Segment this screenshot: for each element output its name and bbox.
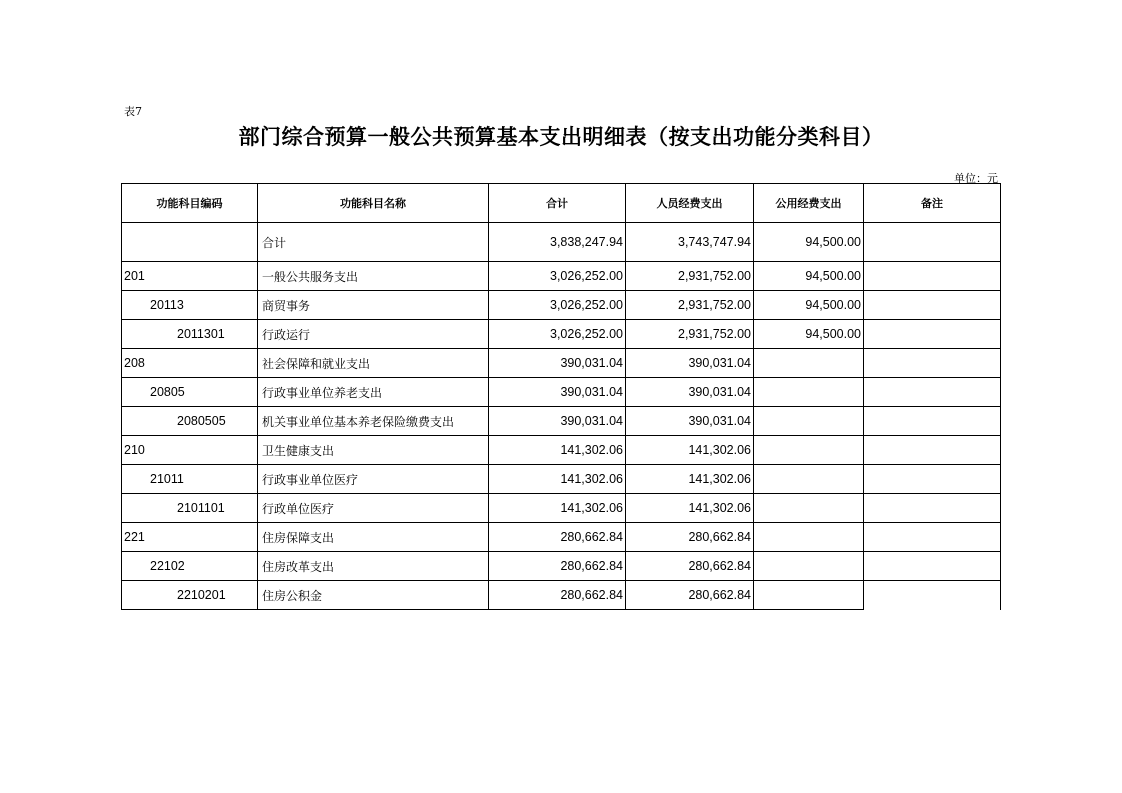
table-row <box>122 378 1001 407</box>
note-cell <box>864 262 1001 291</box>
total-cell: 3,026,252.00 <box>489 262 626 291</box>
note-cell <box>864 320 1001 349</box>
total-cell: 390,031.04 <box>489 349 626 378</box>
public-cell: 94,500.00 <box>754 320 864 349</box>
name-cell: 一般公共服务支出 <box>258 262 489 291</box>
name-cell: 住房保障支出 <box>258 523 489 552</box>
total-row <box>122 223 1001 262</box>
note-cell <box>864 407 1001 436</box>
total-cell: 390,031.04 <box>489 378 626 407</box>
personnel-cell: 141,302.06 <box>626 436 754 465</box>
public-cell <box>754 349 864 378</box>
table-row <box>122 523 1001 552</box>
table-row <box>122 349 1001 378</box>
header-code: 功能科目编码 <box>122 184 258 223</box>
code-cell: 21011 <box>122 465 258 494</box>
total-amount-cell: 3,838,247.94 <box>489 223 626 262</box>
header-total: 合计 <box>489 184 626 223</box>
total-note-cell <box>864 223 1001 262</box>
total-cell: 141,302.06 <box>489 436 626 465</box>
table-row <box>122 320 1001 349</box>
code-cell: 20805 <box>122 378 258 407</box>
name-cell: 卫生健康支出 <box>258 436 489 465</box>
personnel-cell: 390,031.04 <box>626 349 754 378</box>
page-title: 部门综合预算一般公共预算基本支出明细表（按支出功能分类科目） <box>238 125 884 149</box>
name-cell: 社会保障和就业支出 <box>258 349 489 378</box>
personnel-cell: 141,302.06 <box>626 494 754 523</box>
note-cell <box>864 349 1001 378</box>
total-cell: 141,302.06 <box>489 465 626 494</box>
personnel-cell: 390,031.04 <box>626 378 754 407</box>
note-cell <box>864 378 1001 407</box>
total-cell: 280,662.84 <box>489 523 626 552</box>
total-cell: 3,026,252.00 <box>489 291 626 320</box>
public-cell <box>754 552 864 581</box>
name-cell: 商贸事务 <box>258 291 489 320</box>
personnel-cell: 2,931,752.00 <box>626 262 754 291</box>
code-cell: 2101101 <box>122 494 258 523</box>
code-cell: 201 <box>122 262 258 291</box>
personnel-cell: 2,931,752.00 <box>626 291 754 320</box>
code-cell: 210 <box>122 436 258 465</box>
public-cell <box>754 407 864 436</box>
note-cell <box>864 494 1001 523</box>
code-cell: 2080505 <box>122 407 258 436</box>
table-row <box>122 407 1001 436</box>
personnel-cell: 141,302.06 <box>626 465 754 494</box>
name-cell: 机关事业单位基本养老保险缴费支出 <box>258 407 489 436</box>
note-cell <box>864 465 1001 494</box>
name-cell: 住房改革支出 <box>258 552 489 581</box>
table-row <box>122 552 1001 581</box>
note-cell <box>864 291 1001 320</box>
note-cell <box>864 581 1001 610</box>
public-cell <box>754 465 864 494</box>
name-cell: 行政事业单位养老支出 <box>258 378 489 407</box>
total-cell: 280,662.84 <box>489 552 626 581</box>
personnel-cell: 280,662.84 <box>626 581 754 610</box>
header-public: 公用经费支出 <box>754 184 864 223</box>
header-name: 功能科目名称 <box>258 184 489 223</box>
personnel-cell: 280,662.84 <box>626 552 754 581</box>
public-cell <box>754 523 864 552</box>
total-code-cell <box>122 223 258 262</box>
table-row <box>122 436 1001 465</box>
table-row <box>122 465 1001 494</box>
total-cell: 141,302.06 <box>489 494 626 523</box>
code-cell: 2210201 <box>122 581 258 610</box>
table-header-row <box>122 184 1001 223</box>
note-cell <box>864 523 1001 552</box>
code-cell: 22102 <box>122 552 258 581</box>
table-row <box>122 262 1001 291</box>
expenditure-detail-table <box>121 183 1001 610</box>
note-cell <box>864 436 1001 465</box>
public-cell: 94,500.00 <box>754 262 864 291</box>
public-cell <box>754 581 864 610</box>
table-row <box>122 494 1001 523</box>
code-cell: 208 <box>122 349 258 378</box>
unit-label: 单位：元 <box>954 172 998 185</box>
total-cell: 390,031.04 <box>489 407 626 436</box>
code-cell: 20113 <box>122 291 258 320</box>
total-personnel-cell: 3,743,747.94 <box>626 223 754 262</box>
personnel-cell: 280,662.84 <box>626 523 754 552</box>
personnel-cell: 390,031.04 <box>626 407 754 436</box>
public-cell: 94,500.00 <box>754 291 864 320</box>
total-cell: 280,662.84 <box>489 581 626 610</box>
public-cell <box>754 436 864 465</box>
table-row <box>122 581 1001 610</box>
personnel-cell: 2,931,752.00 <box>626 320 754 349</box>
code-cell: 221 <box>122 523 258 552</box>
name-cell: 行政事业单位医疗 <box>258 465 489 494</box>
total-cell: 3,026,252.00 <box>489 320 626 349</box>
name-cell: 行政运行 <box>258 320 489 349</box>
table-number-label: 表7 <box>124 105 142 118</box>
total-public-cell: 94,500.00 <box>754 223 864 262</box>
public-cell <box>754 494 864 523</box>
public-cell <box>754 378 864 407</box>
total-name-cell: 合计 <box>258 223 489 262</box>
header-note: 备注 <box>864 184 1001 223</box>
header-personnel: 人员经费支出 <box>626 184 754 223</box>
table-row <box>122 291 1001 320</box>
code-cell: 2011301 <box>122 320 258 349</box>
note-cell <box>864 552 1001 581</box>
name-cell: 行政单位医疗 <box>258 494 489 523</box>
name-cell: 住房公积金 <box>258 581 489 610</box>
